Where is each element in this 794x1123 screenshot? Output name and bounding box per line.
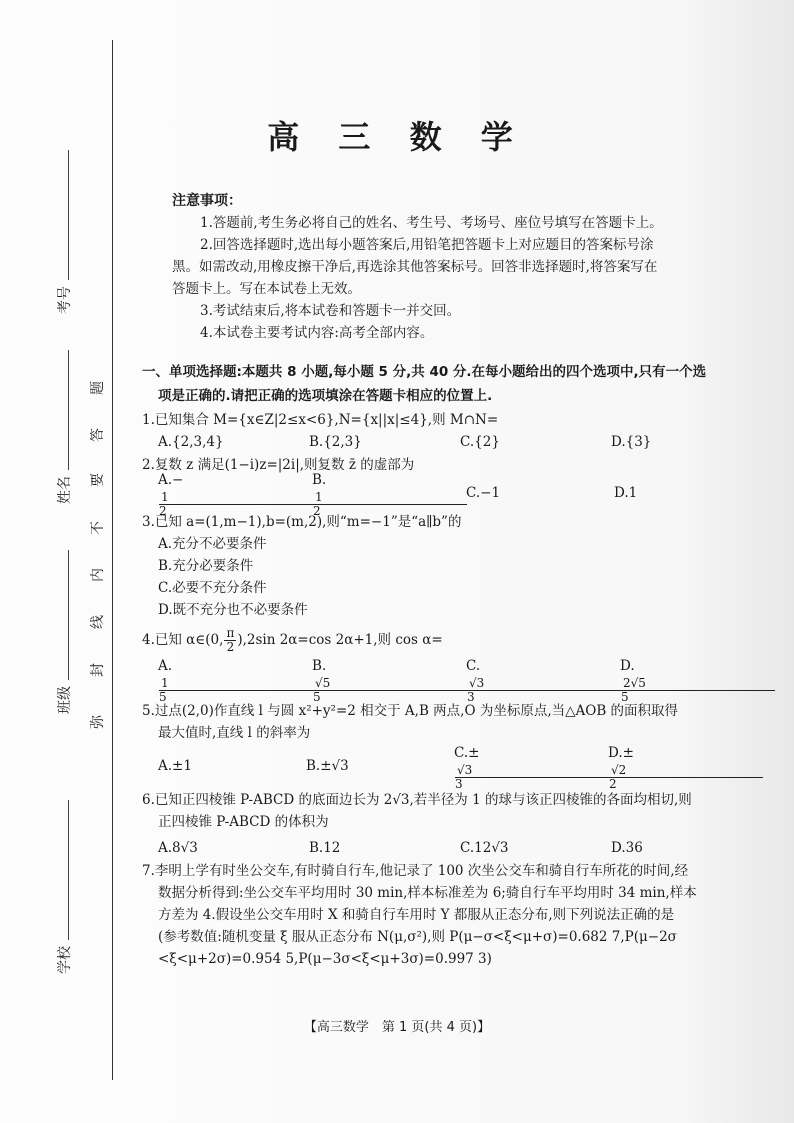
question-3 [142, 511, 762, 621]
question-stem: (参考数值:随机变量 ξ 服从正态分布 N(μ,σ²),则 P(μ−σ<ξ<μ+σ)=0.682 7,P(μ−2σ [158, 929, 677, 945]
question-stem: 数据分析得到:坐公交车平均用时 30 min,样本标准差为 6;骑自行车平均用时 34 min,样本 [158, 885, 697, 901]
option-c: C.12√3 [460, 840, 509, 856]
question-stem: 6.已知正四棱锥 P-ABCD 的底面边长为 2√3,若半径为 1 的球与该正四棱锥的各面均相切,则 [142, 792, 692, 808]
option-c: C.{2} [460, 434, 500, 450]
instruction-line: 黑。如需改动,用橡皮擦干净后,再选涂其他答案标号。回答非选择题时,将答案写在 [172, 259, 658, 275]
option-b: B.{2,3} [309, 434, 362, 450]
seal-char: 内 [90, 568, 106, 582]
instruction-line: 答题卡上。写在本试卷上无效。 [172, 281, 361, 297]
questions [142, 360, 762, 970]
option-a: $A.\frac{1}{5}$ [158, 655, 312, 704]
option-a: A.±1 [158, 758, 192, 774]
page-title: 高 三 数 学 [267, 118, 527, 156]
question-stem: 正四棱锥 P-ABCD 的体积为 [158, 814, 329, 830]
option-d: D.1 [614, 485, 638, 501]
option-c: $C.\pm\frac{√3}{3}$ [454, 742, 608, 791]
question-stem: 1.已知集合 M={x∈Z|2≤x<6},N={x||x|≤4},则 M∩N= [142, 412, 499, 428]
seal-char: 弥 [90, 715, 106, 729]
class-blank [68, 550, 69, 680]
exam-no-blank [68, 150, 69, 280]
question-1 [142, 409, 762, 453]
question-stem: 方差为 4.假设坐公交车用时 X 和骑自行车用时 Y 都服从正态分布,则下列说法正确的是 [158, 907, 675, 923]
seal-char: 线 [90, 615, 106, 629]
option-d: $D.\pm\frac{√2}{2}$ [608, 742, 762, 791]
seal-char: 答 [90, 428, 106, 442]
option-d: D.既不充分也不必要条件 [158, 602, 308, 618]
exam-no-label: 考号 [57, 286, 73, 314]
question-stem: 3.已知 a=(1,m−1),b=(m,2),则“m=−1”是“a∥b”的 [142, 514, 462, 530]
option-b: B.充分必要条件 [158, 558, 254, 574]
option-b: B.±√3 [306, 758, 349, 774]
option-a: A.充分不必要条件 [158, 536, 267, 552]
section-heading-line: 项是正确的.请把正确的选项填涂在答题卡相应的位置上. [158, 388, 493, 404]
option-c: C.必要不充分条件 [158, 580, 267, 596]
instruction-line: 3.考试结束后,将本试卷和答题卡一并交回。 [200, 303, 461, 319]
question-6 [142, 789, 762, 859]
question-stem: 最大值时,直线 l 的斜率为 [158, 725, 311, 741]
option-a: $A.-\frac{1}{2}$ [158, 469, 312, 518]
seal-char: 题 [90, 381, 106, 395]
name-label: 姓名 [57, 476, 73, 504]
section-heading-line: 一、单项选择题:本题共 8 小题,每小题 5 分,共 40 分.在每小题给出的四个选项中,只有一个选 [142, 364, 707, 380]
seal-char: 要 [90, 473, 106, 487]
school-label: 学校 [57, 946, 73, 974]
question-7 [142, 860, 762, 970]
instruction-line: 2.回答选择题时,选出每小题答案后,用铅笔把答题卡上对应题目的答案标号涂 [200, 237, 654, 253]
question-stem: 7.李明上学有时坐公交车,有时骑自行车,他记录了 100 次坐公交车和骑自行车所花的时间,经 [142, 863, 689, 879]
option-b: B.12 [309, 840, 341, 856]
option-d: D.{3} [611, 434, 652, 450]
option-a: A.{2,3,4} [158, 434, 224, 450]
question-stem: 5.过点(2,0)作直线 l 与圆 x²+y²=2 相交于 A,B 两点,O 为坐标原点,当△AOB 的面积取得 [142, 703, 679, 719]
section-heading [142, 360, 762, 408]
name-blank [68, 350, 69, 470]
binding-line [112, 40, 113, 1080]
option-d: $D.\frac{2√5}{5}$ [620, 655, 774, 704]
question-stem: 4.已知 α∈(0, $\frac{\pi}{2}$ ),2sin 2α=cos 2α+1,则 cos α= [142, 625, 443, 654]
instruction-line: 1.答题前,考生务必将自己的姓名、考生号、考场号、座位号填写在答题卡上。 [200, 215, 663, 231]
seal-char: 不 [90, 521, 106, 535]
instructions-heading: 注意事项： [172, 193, 242, 209]
class-label: 班级 [57, 686, 73, 714]
option-b: $B.\frac{1}{2}$ [312, 469, 466, 518]
option-c: C.−1 [466, 485, 501, 501]
option-b: $B.\frac{√5}{5}$ [312, 655, 466, 704]
option-c: $C.\frac{√3}{3}$ [466, 655, 620, 704]
page-footer: 【高三数学 第 1 页(共 4 页)】 [303, 1020, 491, 1035]
question-2 [142, 454, 762, 518]
question-5 [142, 700, 762, 791]
question-stem: 2.复数 z 满足(1−i)z=|2i|,则复数 z̄ 的虚部为 [142, 457, 415, 473]
option-d: D.36 [611, 840, 643, 856]
question-stem: <ξ<μ+2σ)=0.954 5,P(μ−3σ<ξ<μ+3σ)=0.997 3) [158, 951, 492, 967]
option-a: A.8√3 [158, 840, 198, 856]
question-4 [142, 625, 762, 704]
instruction-line: 4.本试卷主要考试内容:高考全部内容。 [200, 325, 434, 341]
seal-char: 封 [90, 663, 106, 677]
school-blank [68, 800, 69, 940]
instructions [172, 190, 732, 344]
